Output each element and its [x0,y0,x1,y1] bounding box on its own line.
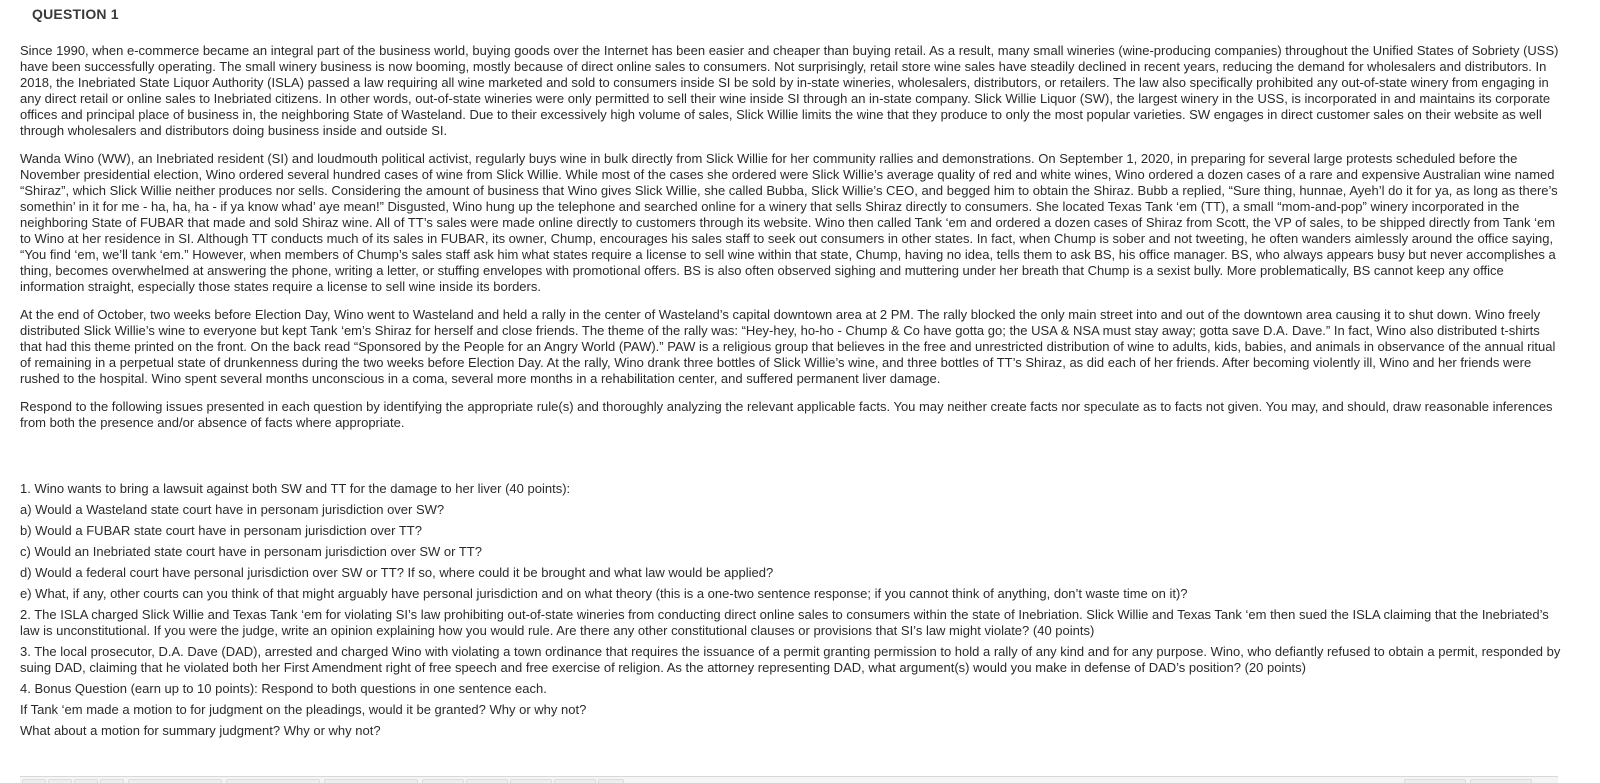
question-body [20,43,1565,744]
question-item-4: 4. Bonus Question (earn up to 10 points): Respond to both questions in one sentence each. [20,681,547,696]
toolbar-button[interactable] [510,779,552,783]
fact-paragraph-3: At the end of October, two weeks before Election Day, Wino went to Wasteland and held a rally in the center of Wasteland’s capital downtown area at 2 PM. The rally blocked the only main street into and out of the downtown area causing it to shut down. Wino freely distributed Slick Willie’s wine to everyone but kept Tank ‘em’s Shiraz for herself and close friends. The theme of the rally was: “Hey-hey, ho-ho - Chump & Co have gotta go; the USA & NSA must stay away; gotta save D.A. Dave.” In fact, Wino also distributed t-shirts that had this theme printed on the front. On the back read “Sponsored by the People for an Angry World (PAW).” PAW is a religious group that believes in the free and unrestricted distribution of wine to adults, kids, babies, and animals in observance of the annual ritual of remaining in a perpetual state of drunkenness during the two weeks before Election Day. At the rally, Wino drank three bottles of Slick Willie’s wine, and three bottles of TT’s Shiraz, as did each of her friends. After becoming violently ill, Wino and her friends were rushed to the hospital. Wino spent several months unconscious in a coma, several more months in a rehabilitation center, and suffered permanent liver damage. [20,307,1556,386]
question-item-1c: c) Would an Inebriated state court have in personam jurisdiction over SW or TT? [20,544,482,559]
toolbar-button[interactable] [1470,779,1532,783]
toolbar-button[interactable] [1404,779,1466,783]
toolbar-dropdown[interactable] [128,779,222,783]
fact-paragraph-2: Wanda Wino (WW), an Inebriated resident (SI) and loudmouth political activist, regularly buys wine in bulk directly from Slick Willie for her community rallies and demonstrations. On September 1, 2020, in preparing for several large protests scheduled before the November presidential election, Wino ordered several hundred cases of wine from Slick Willie. While most of the cases she ordered were Slick Willie’s average quality of red and white wines, Wino ordered a dozen cases of a rare and expensive Australian wine named “Shiraz”, which Slick Willie neither produces nor sells. Considering the amount of business that Wino gives Slick Willie, she called Bubba, Slick Willie’s CEO, and begged him to obtain the Shiraz. Bubb a replied, “Sure thing, hunnae, Ayeh’l do it for ya, as long as there’s somethin’ in it for me - ha, ha, ha - if ya know whad’ aye mean!” Disgusted, Wino hung up the telephone and searched online for a winery that sells Shiraz directly to consumers. She located Texas Tank ‘em (TT), a small “mom-and-pop” winery incorporated in the neighboring State of FUBAR that made and sold Shiraz wine. All of TT’s sales were made online directly to customers through its website. Wino then called Tank ‘em and ordered a dozen cases of Shiraz from Scott, the VP of sales, to be shipped directly from Tank ‘em to Wino at her residence in SI. Although TT conducts much of its sales in FUBAR, its owner, Chump, encourages his sales staff to seek out consumers in other states. In fact, when Chump is sober and not tweeting, he often wanders aimlessly around the office saying, “You find ‘em, we’ll tank ‘em.” However, when members of Chump’s sales staff ask him what states require a license to sell wine within that state, Chump, having no idea, tells them to ask BS, his office manager. BS, who always appears busy but never accomplishes a thing, becomes overwhelmed at answering the phone, writing a letter, or stuffing envelopes with promotional offers. BS is also often observed sighing and muttering under her breath that Chump is a sexist bully. More problematically, BS cannot keep any office information straight, especially those states require a license to sell wine inside its borders. [20,151,1558,294]
question-item-3: 3. The local prosecutor, D.A. Dave (DAD), arrested and charged Wino with violating a town ordinance that requires the issuance of a permit granting permission to hold a rally of any kind and for any purpose. Wino, who defiantly refused to obtain a permit, responded by suing DAD, claiming that he violated both her First Amendment right of free speech and free exercise of religion. As the attorney representing DAD, what argument(s) would you make in defense of DAD’s position? (20 points) [20,644,1561,675]
toolbar-button[interactable] [22,779,46,783]
question-item-1b: b) Would a FUBAR state court have in personam jurisdiction over TT? [20,523,422,538]
toolbar-button[interactable] [554,779,596,783]
fact-paragraph-1: Since 1990, when e-commerce became an integral part of the business world, buying goods over the Internet has been easier and cheaper than buying retail. As a result, many small wineries (wine-producing companies) throughout the Unified States of Sobriety (USS) have been successfully operating. The small winery business is now booming, mostly because of direct online sales to consumers. Not surprisingly, retail store wine sales have steadily declined in recent years, reducing the demand for wholesalers and distributors. In 2018, the Inebriated State Liquor Authority (ISLA) passed a law requiring all wine marketed and sold to consumers inside SI be sold by in-state wineries, wholesalers, distributors, or retailers. The law also specifically prohibited any out-of-state winery from engaging in any direct retail or online sales to Inebriated citizens. In other words, out-of-state wineries were only permitted to sell their wine inside SI through an in-state company. Slick Willie Liquor (SW), the largest winery in the USS, is incorporated in and maintains its corporate offices and principal place of business in, the neighboring State of Wasteland. Due to their excessively high volume of sales, Slick Willie limits the wine that they produce to only the most popular varieties. SW engages in direct customer sales on their website as well through wholesalers and distributors doing business inside and outside SI. [20,43,1559,138]
question-heading: QUESTION 1 [32,6,119,22]
toolbar-button[interactable] [100,779,124,783]
blank-gap [20,443,1565,481]
toolbar-button[interactable] [598,779,624,783]
toolbar-button[interactable] [422,779,464,783]
question-item-2: 2. The ISLA charged Slick Willie and Texas Tank ‘em for violating SI’s law prohibiting out-of-state wineries from conducting direct online sales to consumers within the state of Inebriation. Slick Willie and Texas Tank ‘em then sued the ISLA claiming that the Inebriated’s law is unconstitutional. If you were the judge, write an opinion explaining how you would rule. Are there any other constitutional clauses or provisions that SI’s law might violate? (40 points) [20,607,1549,638]
toolbar-dropdown[interactable] [226,779,320,783]
toolbar-button[interactable] [74,779,98,783]
question-item-1a: a) Would a Wasteland state court have in personam jurisdiction over SW? [20,502,445,517]
answer-editor-toolbar [20,776,1558,783]
question-item-1d: d) Would a federal court have personal jurisdiction over SW or TT? If so, where could it be brought and what law would be applied? [20,565,774,580]
question-item-1: 1. Wino wants to bring a lawsuit against both SW and TT for the damage to her liver (40 points): [20,481,571,496]
bonus-question-b: What about a motion for summary judgment? Why or why not? [20,723,381,738]
bonus-question-a: If Tank ‘em made a motion to for judgment on the pleadings, would it be granted? Why or why not? [20,702,587,717]
instructions-paragraph: Respond to the following issues presented in each question by identifying the appropriate rule(s) and thoroughly analyzing the relevant applicable facts. You may neither create facts nor speculate as to facts not given. You may, and should, draw reasonable inferences from both the presence and/or absence of facts where appropriate. [20,399,1553,430]
question-item-1e: e) What, if any, other courts can you think of that might arguably have personal jurisdiction and on what theory (this is a one-two sentence response; if you cannot think of anything, don’t waste time on it)? [20,586,1188,601]
toolbar-dropdown[interactable] [324,779,418,783]
toolbar-button[interactable] [48,779,72,783]
toolbar-button[interactable] [466,779,508,783]
